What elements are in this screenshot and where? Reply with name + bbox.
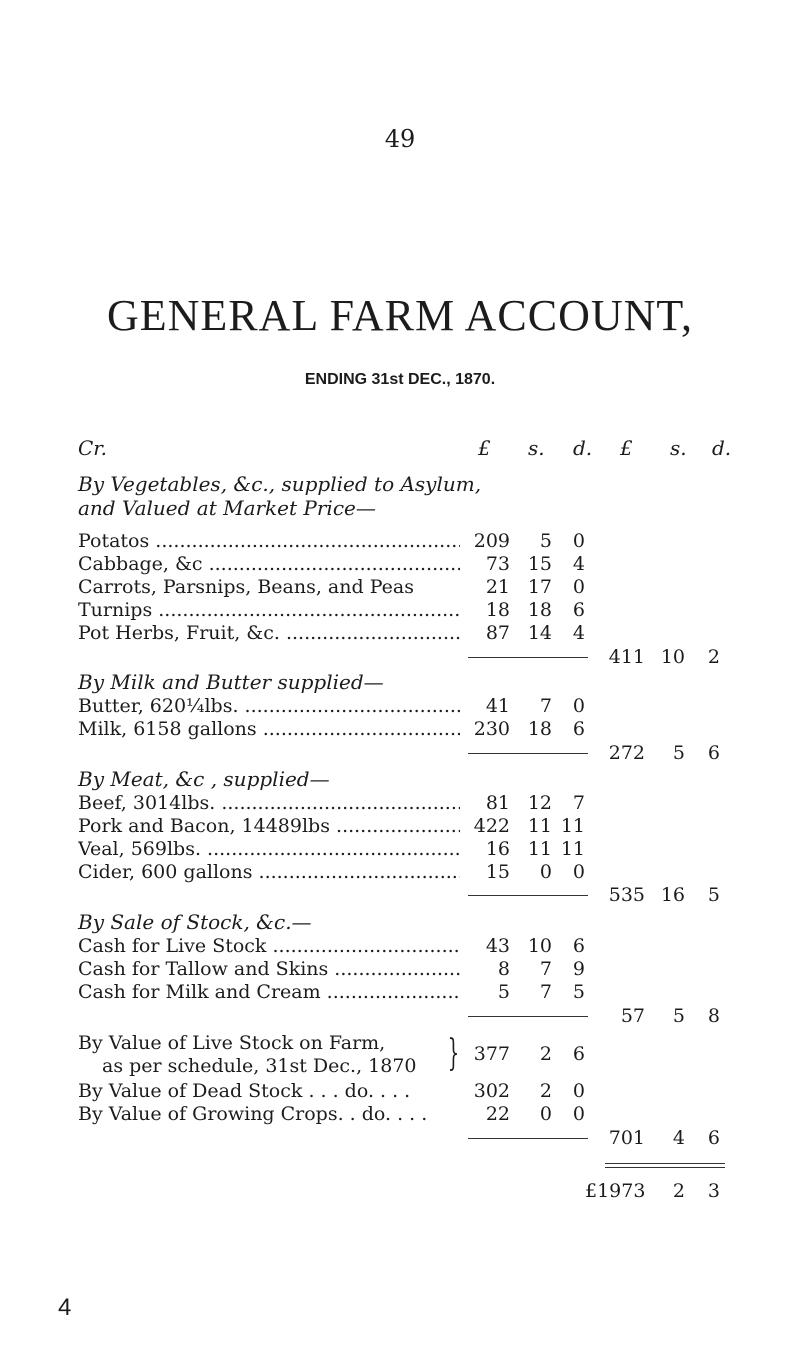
amount-pounds: 73 <box>485 553 510 575</box>
amount-shillings: 7 <box>539 695 552 717</box>
amount-pounds: 209 <box>473 530 510 552</box>
subtotal-rule <box>468 1016 588 1017</box>
amount-pence: 11 <box>560 815 585 837</box>
amount-shillings: 12 <box>527 792 552 814</box>
amount-pounds: 87 <box>485 622 510 644</box>
total-pounds: 272 <box>608 742 645 764</box>
section-heading: By Sale of Stock, &c.— <box>78 910 312 934</box>
grand-total-rule-bottom <box>605 1167 725 1168</box>
brace-symbol: } <box>447 1033 460 1074</box>
item-label: Butter, 620¼lbs. ..... <box>78 695 460 717</box>
section-heading: By Meat, &c , supplied— <box>78 767 330 791</box>
total-shillings: 10 <box>660 646 685 668</box>
amount-pence: 4 <box>572 622 585 644</box>
page-subtitle: ENDING 31st DEC., 1870. <box>304 371 496 388</box>
amount-pounds: 43 <box>485 935 510 957</box>
amount-pence: 0 <box>572 1080 585 1102</box>
amount-pence: 11 <box>560 838 585 860</box>
amount-pounds: 21 <box>485 576 510 598</box>
amount-pounds: 422 <box>473 815 510 837</box>
amount-pence: 0 <box>572 861 585 883</box>
amount-pounds: 18 <box>485 599 510 621</box>
amount-shillings: 2 <box>539 1080 552 1102</box>
amount-shillings: 0 <box>539 861 552 883</box>
section-heading: By Vegetables, &c., supplied to Asylum, <box>78 472 482 496</box>
item-label: Cider, 600 gallons ..... <box>78 861 460 883</box>
amount-pence: 6 <box>572 718 585 740</box>
amount-shillings: 11 <box>527 815 552 837</box>
grand-total-pence: 3 <box>707 1180 720 1202</box>
amount-pounds: 5 <box>497 981 510 1003</box>
grand-total-pounds: £1973 <box>585 1180 646 1202</box>
amount-pounds: 81 <box>485 792 510 814</box>
amount-shillings: 7 <box>539 958 552 980</box>
amount-shillings: 7 <box>539 981 552 1003</box>
amount-shillings: 11 <box>527 838 552 860</box>
total-shillings: 4 <box>672 1127 685 1149</box>
amount-pence: 0 <box>572 530 585 552</box>
page-title: GENERAL FARM ACCOUNT, <box>106 291 694 340</box>
amount-pence: 6 <box>572 1043 585 1065</box>
total-pence: 5 <box>707 884 720 906</box>
item-label: Turnips ..... <box>78 599 460 621</box>
amount-pounds: 15 <box>485 861 510 883</box>
subtotal-rule <box>468 895 588 896</box>
total-shillings: 5 <box>672 1005 685 1027</box>
live-stock-label-line1: By Value of Live Stock on Farm, <box>78 1032 386 1054</box>
amount-pence: 6 <box>572 599 585 621</box>
amount-pence: 4 <box>572 553 585 575</box>
amount-shillings: 2 <box>539 1043 552 1065</box>
total-pounds: 57 <box>620 1005 645 1027</box>
total-pence: 6 <box>707 742 720 764</box>
column-header-shillings-1: s. <box>528 436 545 460</box>
total-shillings: 5 <box>672 742 685 764</box>
amount-shillings: 18 <box>527 599 552 621</box>
amount-pounds: 16 <box>485 838 510 860</box>
amount-shillings: 5 <box>539 530 552 552</box>
total-pence: 8 <box>707 1005 720 1027</box>
item-label: By Value of Dead Stock . . . do. . . . <box>78 1080 411 1102</box>
item-label: Milk, 6158 gallons ..... <box>78 718 460 740</box>
amount-shillings: 10 <box>527 935 552 957</box>
live-stock-label-line2: as per schedule, 31st Dec., 1870 <box>102 1055 417 1077</box>
amount-pence: 0 <box>572 576 585 598</box>
total-pounds: 535 <box>608 884 645 906</box>
subtotal-rule <box>468 1138 588 1139</box>
item-label: Carrots, Parsnips, Beans, and Peas <box>78 576 414 598</box>
amount-shillings: 14 <box>527 622 552 644</box>
total-pounds: 411 <box>608 646 645 668</box>
amount-shillings: 18 <box>527 718 552 740</box>
column-header-cr: Cr. <box>78 436 108 460</box>
amount-pence: 5 <box>572 981 585 1003</box>
column-header-pence-1: d. <box>573 436 593 460</box>
column-header-pounds-1: £ <box>478 436 491 460</box>
item-label: By Value of Growing Crops. . do. . . . <box>78 1103 428 1125</box>
amount-pence: 7 <box>572 792 585 814</box>
item-label: Pork and Bacon, 14489lbs ..... <box>78 815 460 837</box>
item-label: Pot Herbs, Fruit, &c. ..... <box>78 622 460 644</box>
amount-shillings: 17 <box>527 576 552 598</box>
item-label: Cash for Live Stock ..... <box>78 935 460 957</box>
total-pence: 2 <box>707 646 720 668</box>
amount-pounds: 8 <box>497 958 510 980</box>
amount-pounds: 302 <box>473 1080 510 1102</box>
amount-pence: 6 <box>572 935 585 957</box>
amount-shillings: 0 <box>539 1103 552 1125</box>
subtotal-rule <box>468 753 588 754</box>
total-shillings: 16 <box>660 884 685 906</box>
column-header-pounds-2: £ <box>620 436 633 460</box>
footer-mark: 4 <box>58 1294 72 1321</box>
item-label: Beef, 3014lbs. ..... <box>78 792 460 814</box>
column-header-shillings-2: s. <box>670 436 687 460</box>
section-heading: By Milk and Butter supplied— <box>78 670 384 694</box>
amount-shillings: 15 <box>527 553 552 575</box>
grand-total-rule-top <box>605 1163 725 1164</box>
amount-pounds: 22 <box>485 1103 510 1125</box>
total-pence: 6 <box>707 1127 720 1149</box>
page-number: 49 <box>384 125 416 153</box>
subtotal-rule <box>468 657 588 658</box>
item-label: Cash for Tallow and Skins ..... <box>78 958 460 980</box>
amount-pence: 9 <box>572 958 585 980</box>
item-label: Cabbage, &c ..... <box>78 553 460 575</box>
amount-pounds: 41 <box>485 695 510 717</box>
amount-pence: 0 <box>572 1103 585 1125</box>
grand-total-shillings: 2 <box>672 1180 685 1202</box>
item-label: Veal, 569lbs. ..... <box>78 838 460 860</box>
item-label: Cash for Milk and Cream ..... <box>78 981 460 1003</box>
section-heading: and Valued at Market Price— <box>78 496 376 520</box>
column-header-pence-2: d. <box>712 436 732 460</box>
total-pounds: 701 <box>608 1127 645 1149</box>
item-label: Potatos ..... <box>78 530 460 552</box>
amount-pounds: 377 <box>473 1043 510 1065</box>
amount-pounds: 230 <box>473 718 510 740</box>
amount-pence: 0 <box>572 695 585 717</box>
